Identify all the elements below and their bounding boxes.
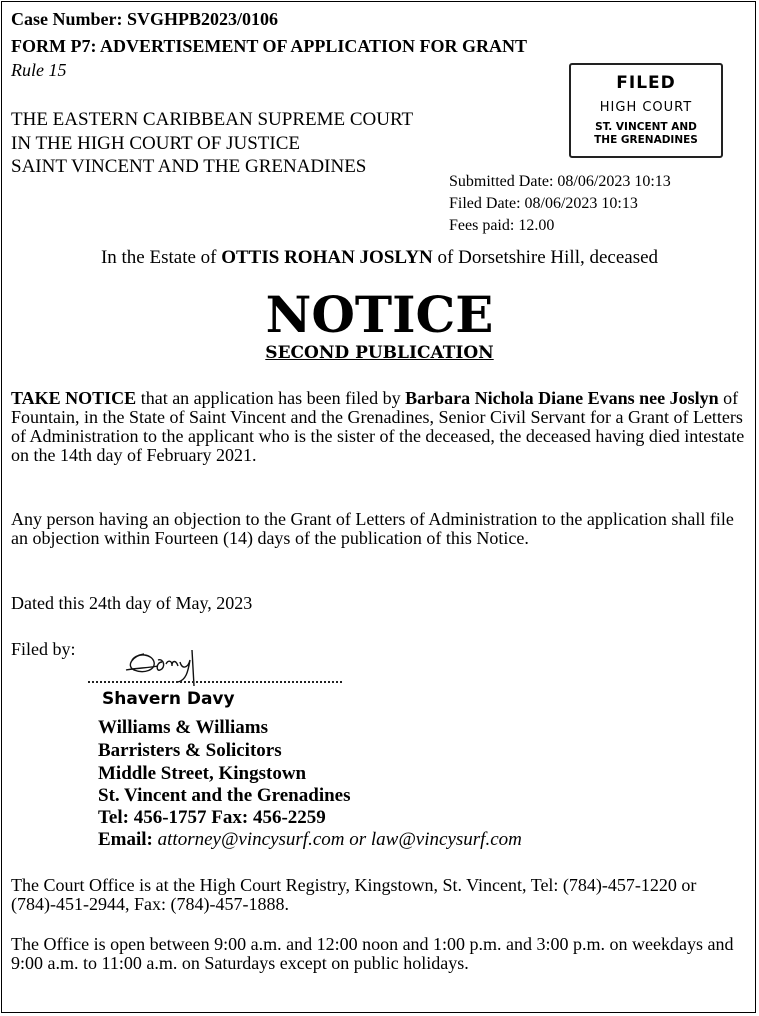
email-addresses[interactable]: attorney@vincysurf.com or law@vincysurf.com <box>152 829 522 850</box>
case-number: Case Number: SVGHPB2023/0106 <box>11 9 278 29</box>
stamp-place <box>571 121 721 147</box>
court-line-1: THE EASTERN CARIBBEAN SUPREME COURT <box>11 109 414 130</box>
firm-street: Middle Street, Kingstown <box>98 763 307 784</box>
signatory-name: Shavern Davy <box>102 689 235 709</box>
estate-suffix: of Dorsetshire Hill, deceased <box>432 247 659 268</box>
submitted-date: Submitted Date: 08/06/2023 10:13 <box>449 173 671 190</box>
paragraph1-text-1: that an application has been filed by <box>136 388 406 408</box>
filed-stamp <box>569 63 723 158</box>
filed-by-label: Filed by: <box>11 639 76 659</box>
signature-line <box>88 681 342 683</box>
applicant-name: Barbara Nichola Diane Evans nee Joslyn <box>405 388 719 408</box>
stamp-place-line-1: ST. VINCENT AND <box>595 121 697 133</box>
stamp-place-line-2: THE GRENADINES <box>594 134 698 146</box>
firm-email <box>98 830 522 849</box>
email-label: Email: <box>98 829 153 850</box>
paragraph1-text-2: of Fountain, in the State of Saint Vincent and the Grenadines, Senior Civil Servant for a Grant of Letters of Administration to the applicant who is the sister of the deceased, the deceased having died intestate on the 14th day of February 2021. <box>11 388 745 465</box>
deceased-name: OTTIS ROHAN JOSLYN <box>221 247 433 268</box>
signature <box>118 640 228 694</box>
court-office-address: The Court Office is at the High Court Registry, Kingstown, St. Vincent, Tel: (784)-457-1220 or (784)-451-2944, Fax: (784)-457-1888. <box>11 875 697 914</box>
form-title: FORM P7: ADVERTISEMENT OF APPLICATION FOR GRANT <box>11 36 528 56</box>
stamp-title: FILED <box>616 73 676 93</box>
dated-line: Dated this 24th day of May, 2023 <box>11 593 253 613</box>
firm-country: St. Vincent and the Grenadines <box>98 785 351 806</box>
filed-date: Filed Date: 08/06/2023 10:13 <box>449 195 638 212</box>
fees-paid: Fees paid: 12.00 <box>449 217 555 234</box>
stamp-subtitle: HIGH COURT <box>599 100 693 115</box>
court-line-2: IN THE HIGH COURT OF JUSTICE <box>11 133 300 154</box>
publication-number: SECOND PUBLICATION <box>265 343 494 363</box>
estate-prefix: In the Estate of <box>100 247 222 268</box>
objection-paragraph: Any person having an objection to the Grant of Letters of Administration to the application shall file an objection within Fourteen (14) days of the publication of this Notice. <box>11 509 734 548</box>
court-office-hours: The Office is open between 9:00 a.m. and 12:00 noon and 1:00 p.m. and 3:00 p.m. on weekdays and 9:00 a.m. to 11:00 a.m. on Saturdays except on public holidays. <box>11 934 734 973</box>
firm-phone: Tel: 456-1757 Fax: 456-2259 <box>98 807 326 828</box>
notice-title: NOTICE <box>265 285 494 344</box>
take-notice-lead: TAKE NOTICE <box>11 388 137 408</box>
court-line-3: SAINT VINCENT AND THE GRENADINES <box>11 156 367 177</box>
firm-role: Barristers & Solicitors <box>98 740 282 761</box>
take-notice-paragraph <box>11 389 746 465</box>
estate-line <box>0 248 759 267</box>
rule-reference: Rule 15 <box>11 60 67 80</box>
firm-name: Williams & Williams <box>98 717 268 738</box>
